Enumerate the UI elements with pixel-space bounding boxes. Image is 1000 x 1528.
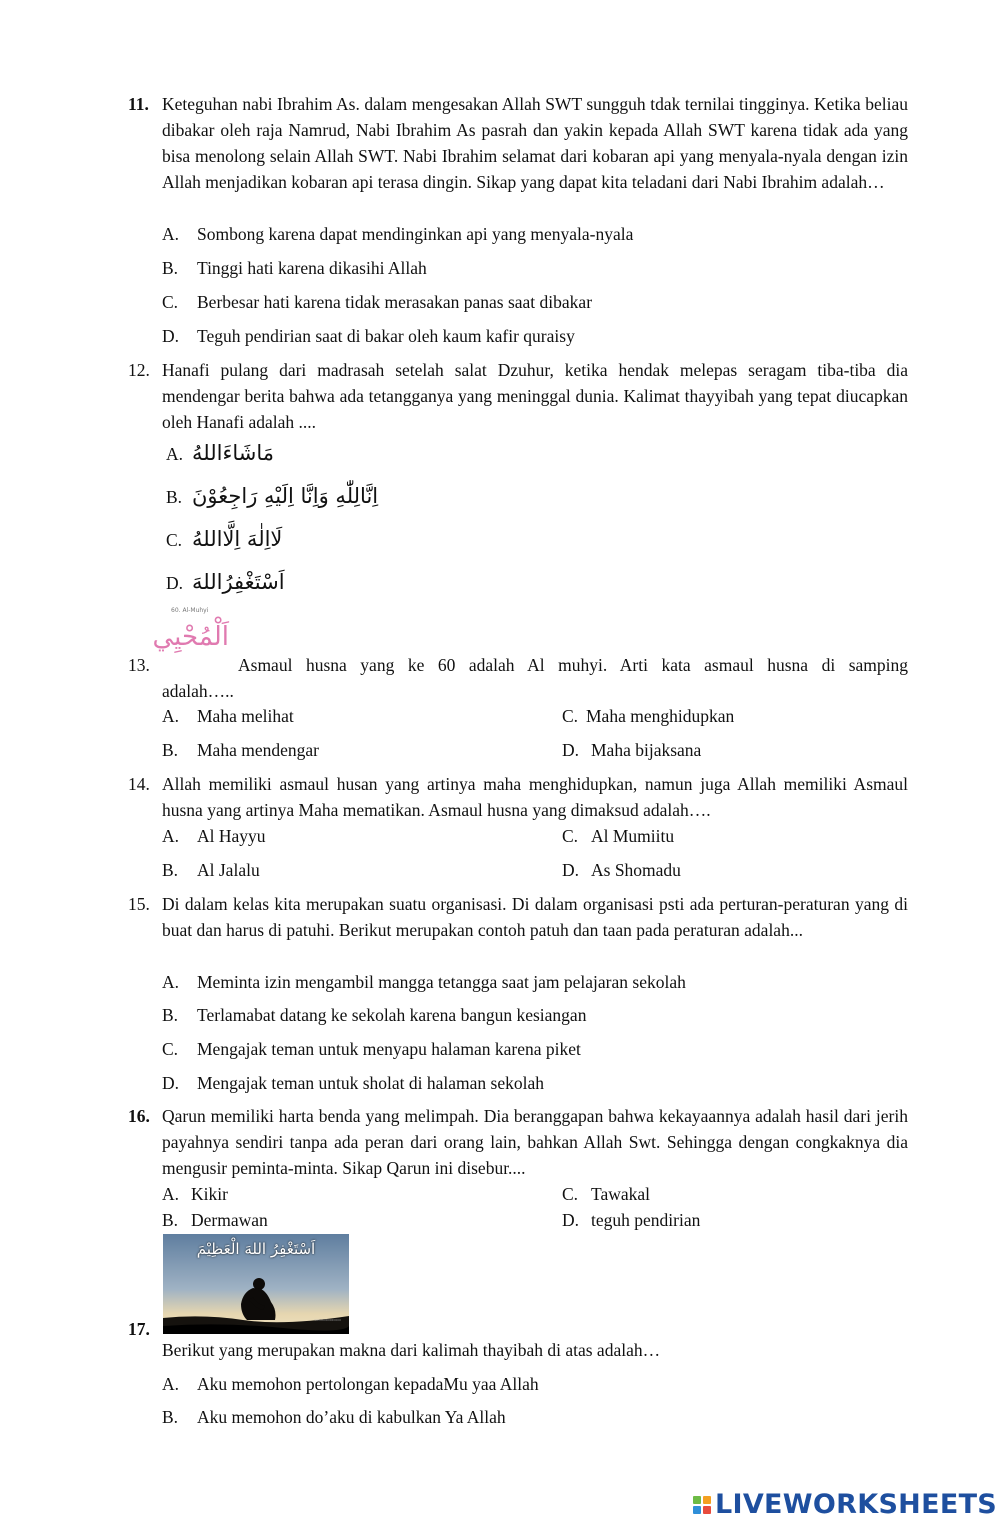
option-letter: D.: [166, 573, 184, 593]
logo-squares-icon: [693, 1496, 711, 1514]
option-text: Mengajak teman untuk menyapu halaman karena piket: [197, 1039, 581, 1059]
option-a[interactable]: [162, 969, 686, 995]
question-number: 11.: [128, 94, 149, 114]
logo-square: [693, 1506, 701, 1514]
question-14: [128, 771, 908, 823]
question-number: 14.: [128, 774, 150, 794]
option-letter: A.: [162, 972, 180, 992]
option-letter: D.: [162, 326, 180, 346]
option-c[interactable]: [162, 1036, 581, 1062]
option-text: As Shomadu: [591, 860, 681, 880]
option-text: Aku memohon do’aku di kabulkan Ya Allah: [197, 1407, 506, 1427]
option-arabic-text: اِنَّالِلّٰهِ وَاِنَّا اِلَيْهِ رَاجِعُوْنَ: [192, 484, 379, 508]
question-12: [128, 357, 908, 435]
option-text: Al Hayyu: [197, 826, 266, 846]
option-text: teguh pendirian: [591, 1210, 701, 1230]
logo-square: [703, 1496, 711, 1504]
option-b[interactable]: [162, 1207, 268, 1233]
option-text: Berbesar hati karena tidak merasakan panas saat dibakar: [197, 292, 593, 312]
option-b[interactable]: [162, 1404, 506, 1430]
option-text: Aku memohon pertolongan kepadaMu yaa Allah: [197, 1374, 539, 1394]
option-a[interactable]: [162, 1371, 539, 1397]
question-stem: Hanafi pulang dari madrasah setelah salat Dzuhur, ketika hendak melepas seragam tiba-tiba dia mendengar berita bahwa ada tetangganya yang meninggal dunia. Kalimat thayyibah yang tepat diucapkan oleh Hanafi adalah ....: [162, 360, 908, 432]
option-b[interactable]: [166, 483, 378, 510]
option-letter: C.: [562, 1184, 579, 1204]
option-letter: B.: [162, 1005, 179, 1025]
option-letter: D.: [562, 740, 580, 760]
option-b[interactable]: [162, 255, 427, 281]
option-text: Tawakal: [591, 1184, 651, 1204]
question-stem: Keteguhan nabi Ibrahim As. dalam mengesakan Allah SWT sungguh tdak ternilai tingginya. Ketika beliau dibakar oleh raja Namrud, Nabi Ibrahim As pasrah dan yakin kepada Allah SWT karena tidak ada yang bisa menolong selain Allah SWT. Nabi Ibrahim selamat dari kobaran api yang menyala-nyala dengan izin Allah menjadikan kobaran api terasa dingin. Sikap yang dapat kita teladani dari Nabi Ibrahim adalah…: [162, 94, 908, 192]
question-stem: Di dalam kelas kita merupakan suatu organisasi. Di dalam organisasi psti ada perturan-peraturan yang di buat dan harus di patuhi. Berikut merupakan contoh patuh dan taan pada peraturan adalah...: [162, 894, 908, 940]
option-text: Maha melihat: [197, 706, 294, 726]
option-d[interactable]: [562, 1207, 700, 1233]
option-b[interactable]: [162, 1002, 586, 1028]
question-17-number: 17.: [128, 1319, 150, 1339]
option-b[interactable]: [162, 857, 260, 883]
question-stem: Qarun memiliki harta benda yang melimpah. Dia beranggapan bahwa kekayaannya adalah hasil dari jerih payahnya sendiri tanpa ada peran dari orang lain, bahkan Allah Swt. Sehingga dengan congkaknya dia mengusir peminta-minta. Sikap Qarun ini disebur....: [162, 1106, 908, 1178]
option-text: Meminta izin mengambil mangga tetangga saat jam pelajaran sekolah: [197, 972, 686, 992]
option-a[interactable]: [162, 823, 266, 849]
option-a[interactable]: [162, 703, 294, 729]
option-letter: C.: [166, 530, 183, 550]
option-text: Tinggi hati karena dikasihi Allah: [197, 258, 427, 278]
option-text: Teguh pendirian saat di bakar oleh kaum kafir quraisy: [197, 326, 575, 346]
logo-square: [693, 1496, 701, 1504]
option-text: Al Mumiitu: [591, 826, 675, 846]
option-c[interactable]: [562, 1181, 650, 1207]
logo-square: [703, 1506, 711, 1514]
option-b[interactable]: [162, 737, 319, 763]
option-letter: C.: [162, 292, 179, 312]
option-d[interactable]: [562, 857, 681, 883]
question-13-number: 13.: [128, 655, 150, 675]
option-letter: B.: [162, 1210, 179, 1230]
liveworksheets-logo[interactable]: [693, 1488, 997, 1522]
logo-text: LIVEWORKSHEETS: [715, 1489, 998, 1520]
option-arabic-text: لَااِلٰهَ اِلَّااللهُ: [192, 527, 283, 551]
image-watermark: ▭▭▭▭▭▭▭: [314, 1317, 341, 1322]
question-11: [128, 91, 908, 195]
option-text: Terlamabat datang ke sekolah karena bangun kesiangan: [197, 1005, 587, 1025]
option-letter: A.: [162, 706, 180, 726]
option-a[interactable]: [166, 440, 274, 467]
option-letter: B.: [162, 1407, 179, 1427]
option-text: Al Jalalu: [197, 860, 260, 880]
option-d[interactable]: [162, 323, 575, 349]
image-arabic-text: اَلْمُحْيِي: [152, 622, 229, 652]
option-letter: B.: [162, 258, 179, 278]
option-text: Maha mendengar: [197, 740, 319, 760]
option-letter: A.: [162, 826, 180, 846]
image-caption: 60. Al-Muhyi: [171, 607, 209, 614]
option-text: Mengajak teman untuk sholat di halaman sekolah: [197, 1073, 544, 1093]
question-16: [128, 1103, 908, 1181]
option-letter: B.: [166, 487, 183, 507]
question-15: [128, 891, 908, 943]
option-text: Sombong karena dapat mendinginkan api yang menyala-nyala: [197, 224, 634, 244]
option-d[interactable]: [162, 1070, 544, 1096]
al-muhyi-image: [152, 607, 229, 669]
istighfar-image: [163, 1234, 349, 1334]
option-letter: C.: [562, 706, 579, 726]
question-17-stem: Berikut yang merupakan makna dari kalimah thayibah di atas adalah…: [162, 1340, 661, 1360]
question-13-stem-cont: adalah…..: [162, 681, 234, 701]
option-text: Maha bijaksana: [591, 740, 702, 760]
question-number: 16.: [128, 1106, 150, 1126]
question-number: 15.: [128, 894, 150, 914]
option-d[interactable]: [166, 569, 285, 596]
question-13-stem: Asmaul husna yang ke 60 adalah Al muhyi. Arti kata asmaul husna di samping: [238, 655, 908, 675]
option-c[interactable]: [562, 703, 734, 729]
option-letter: C.: [562, 826, 579, 846]
option-letter: A.: [162, 224, 180, 244]
option-letter: D.: [562, 1210, 580, 1230]
option-c[interactable]: [162, 289, 592, 315]
image-arabic-text: اَسْتَغْفِرُ اللهَ الْعَظِيْمَ: [196, 1240, 316, 1258]
question-number: 12.: [128, 360, 150, 380]
option-letter: A.: [162, 1374, 180, 1394]
option-letter: A.: [162, 1184, 180, 1204]
option-d[interactable]: [562, 737, 701, 763]
option-a[interactable]: [162, 221, 633, 247]
option-text: Kikir: [191, 1184, 228, 1204]
option-arabic-text: مَاشَاءَاللهُ: [192, 441, 274, 465]
option-a[interactable]: [162, 1181, 228, 1207]
question-stem: Allah memiliki asmaul husan yang artinya maha menghidupkan, namun juga Allah memiliki Asmaul husna yang artinya Maha mematikan. Asmaul husna yang dimaksud adalah….: [162, 774, 908, 820]
option-c[interactable]: [166, 526, 282, 553]
option-letter: B.: [162, 740, 179, 760]
option-text: Dermawan: [191, 1210, 268, 1230]
option-text: Maha menghidupkan: [586, 706, 735, 726]
option-arabic-text: اَسْتَغْفِرُاللهَ: [192, 570, 285, 594]
option-letter: A.: [166, 444, 184, 464]
option-letter: D.: [162, 1073, 180, 1093]
option-letter: C.: [162, 1039, 179, 1059]
option-letter: D.: [562, 860, 580, 880]
option-letter: B.: [162, 860, 179, 880]
option-c[interactable]: [562, 823, 674, 849]
